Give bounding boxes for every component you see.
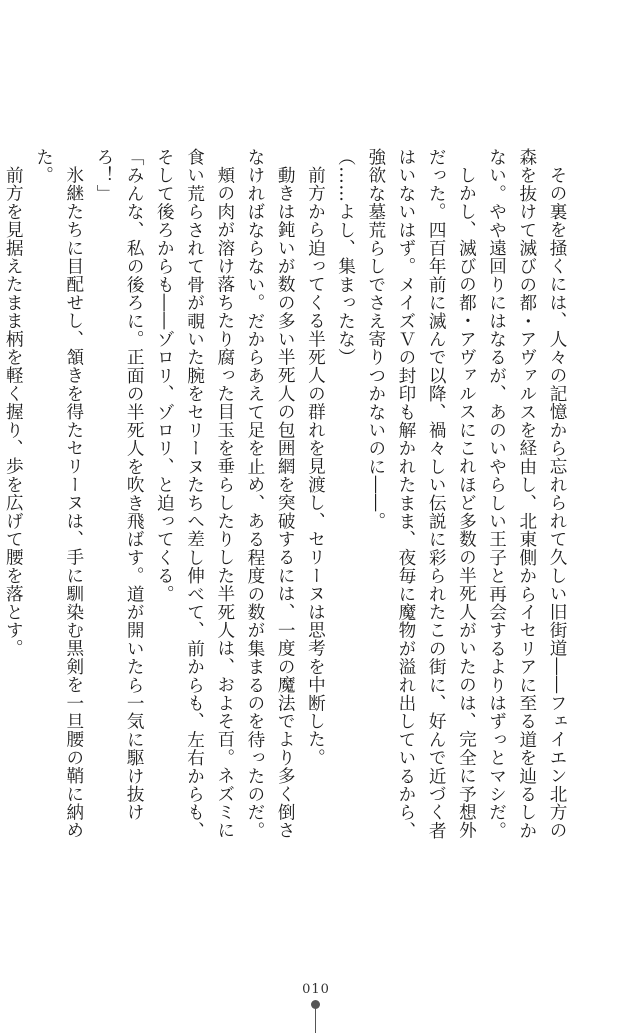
paragraph-5: 動きは鈍いが数の多い半死人の包囲網を突破するには、一度の魔法でより多く倒さなければならない。だからあえて足を止め、ある程度の数が集まるのを待ったのだ。 (244, 148, 296, 840)
paragraph-9: 前方を見据えたまま柄を軽く握り、歩を広げて腰を落とす。 (3, 165, 24, 657)
paragraph-6: 頬の肉が溶け落ちたり腐った目玉を垂らしたりした半死人は、およそ百。ネズミに食い荒らされて骨が覗いた腕をセリーヌたちへ差し伸べて、前からも、左右からも、そして後ろからも――ゾロリ、ゾロリ、と迫ってくる。 (154, 148, 235, 840)
paragraph-8: 氷継たちに目配せし、頷きを得たセリーヌは、手に馴染む黒剣を一旦腰の鞘に納めた。 (33, 148, 84, 839)
vertical-text-body (0, 148, 572, 848)
paragraph-7-dialogue: 「みんな、私の後ろに。正面の半死人を吹き飛ばす。道が開いたら一気に駆け抜けろ！」 (93, 148, 145, 822)
page-number: 010 (302, 982, 330, 997)
paragraph-4: 前方から迫ってくる半死人の群れを見渡し、セリーヌは思考を中断した。 (305, 165, 326, 767)
folio-ornament-line (315, 1008, 316, 1033)
paragraph-1: その裏を掻くには、人々の記憶から忘れられて久しい旧街道――フェイエン北方の森を抜けて滅びの都・アヴァルスを経由し、北東側からイセリアに至る道を辿るしかない。やや遠回りにはなるが、あのいやらしい王子と再会するよりはずっとマシだ。 (486, 148, 567, 840)
paragraph-2: しかし、滅びの都・アヴァルスにこれほど多数の半死人がいたのは、完全に予想外だった。四百年前に滅んで以降、禍々しい伝説に彩られたこの街に、好んで近づく者はいないはず。メイズＶの封印も解かれたまま、夜毎に魔物が溢れ出しているから、強欲な墓荒らしでさえ寄りつかないのに――。 (365, 148, 477, 840)
paragraph-3: （……よし、集まったな） (335, 148, 356, 367)
